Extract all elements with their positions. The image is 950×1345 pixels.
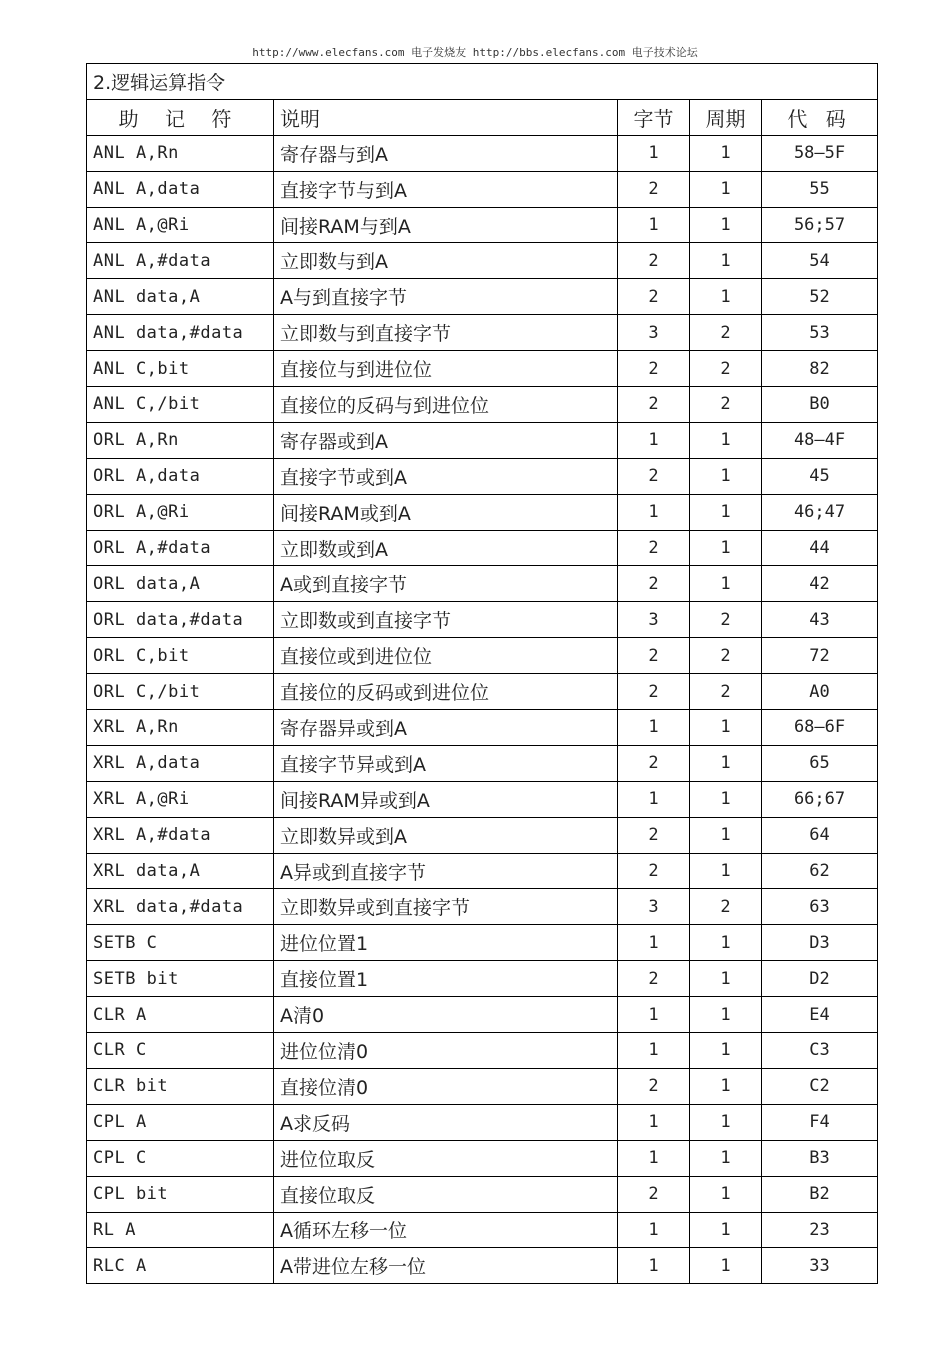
section-title-row bbox=[87, 64, 878, 100]
cycles-cell: 1 bbox=[690, 1068, 762, 1104]
cycles-cell: 1 bbox=[690, 1248, 762, 1284]
cycles-cell: 2 bbox=[690, 351, 762, 387]
description-cell: 立即数异或到A bbox=[274, 817, 618, 853]
description-cell: 寄存器或到A bbox=[274, 422, 618, 458]
cycles-cell: 2 bbox=[690, 638, 762, 674]
cycles-cell: 1 bbox=[690, 566, 762, 602]
bytes-cell: 2 bbox=[618, 745, 690, 781]
cycles-cell: 2 bbox=[690, 602, 762, 638]
description-cell: 直接位的反码与到进位位 bbox=[274, 387, 618, 423]
table-row bbox=[87, 602, 878, 638]
cycles-cell: 2 bbox=[690, 387, 762, 423]
bytes-cell: 1 bbox=[618, 135, 690, 171]
bytes-cell: 2 bbox=[618, 961, 690, 997]
description-cell: 寄存器与到A bbox=[274, 135, 618, 171]
code-cell: D2 bbox=[762, 961, 878, 997]
code-cell: A0 bbox=[762, 674, 878, 710]
table-row bbox=[87, 171, 878, 207]
cycles-cell: 2 bbox=[690, 674, 762, 710]
code-cell: B2 bbox=[762, 1176, 878, 1212]
cycles-cell: 1 bbox=[690, 135, 762, 171]
cycles-cell: 1 bbox=[690, 494, 762, 530]
bytes-cell: 1 bbox=[618, 1104, 690, 1140]
bytes-cell: 2 bbox=[618, 530, 690, 566]
description-cell: 寄存器异或到A bbox=[274, 710, 618, 746]
mnemonic-cell: CLR A bbox=[87, 997, 274, 1033]
mnemonic-cell: XRL A,#data bbox=[87, 817, 274, 853]
description-cell: 直接字节与到A bbox=[274, 171, 618, 207]
mnemonic-cell: ANL data,#data bbox=[87, 315, 274, 351]
mnemonic-cell: ANL C,/bit bbox=[87, 387, 274, 423]
mnemonic-cell: ANL data,A bbox=[87, 279, 274, 315]
bytes-cell: 2 bbox=[618, 387, 690, 423]
code-cell: 42 bbox=[762, 566, 878, 602]
mnemonic-cell: SETB bit bbox=[87, 961, 274, 997]
bytes-cell: 1 bbox=[618, 207, 690, 243]
mnemonic-cell: SETB C bbox=[87, 925, 274, 961]
description-cell: A带进位左移一位 bbox=[274, 1248, 618, 1284]
cycles-cell: 1 bbox=[690, 279, 762, 315]
bytes-cell: 2 bbox=[618, 817, 690, 853]
code-cell: 44 bbox=[762, 530, 878, 566]
column-header-cycles: 周期 bbox=[690, 99, 762, 135]
mnemonic-cell: ANL A,@Ri bbox=[87, 207, 274, 243]
bytes-cell: 3 bbox=[618, 889, 690, 925]
description-cell: A求反码 bbox=[274, 1104, 618, 1140]
bytes-cell: 2 bbox=[618, 171, 690, 207]
mnemonic-cell: CPL bit bbox=[87, 1176, 274, 1212]
section-title: 2.逻辑运算指令 bbox=[87, 64, 878, 100]
cycles-cell: 2 bbox=[690, 889, 762, 925]
bytes-cell: 2 bbox=[618, 674, 690, 710]
cycles-cell: 1 bbox=[690, 207, 762, 243]
cycles-cell: 1 bbox=[690, 458, 762, 494]
description-cell: 间接RAM与到A bbox=[274, 207, 618, 243]
description-cell: 直接位取反 bbox=[274, 1176, 618, 1212]
mnemonic-cell: XRL data,A bbox=[87, 853, 274, 889]
bytes-cell: 1 bbox=[618, 781, 690, 817]
bytes-cell: 1 bbox=[618, 997, 690, 1033]
code-cell: B0 bbox=[762, 387, 878, 423]
description-cell: 直接位清0 bbox=[274, 1068, 618, 1104]
code-cell: 23 bbox=[762, 1212, 878, 1248]
description-cell: A循环左移一位 bbox=[274, 1212, 618, 1248]
code-cell: 72 bbox=[762, 638, 878, 674]
mnemonic-cell: ORL A,@Ri bbox=[87, 494, 274, 530]
code-cell: 43 bbox=[762, 602, 878, 638]
bytes-cell: 1 bbox=[618, 494, 690, 530]
bytes-cell: 1 bbox=[618, 925, 690, 961]
mnemonic-cell: CLR C bbox=[87, 1033, 274, 1069]
bytes-cell: 2 bbox=[618, 1176, 690, 1212]
description-cell: 立即数与到直接字节 bbox=[274, 315, 618, 351]
table-row bbox=[87, 207, 878, 243]
mnemonic-cell: ORL A,Rn bbox=[87, 422, 274, 458]
code-cell: 68—6F bbox=[762, 710, 878, 746]
table-row bbox=[87, 387, 878, 423]
code-cell: 62 bbox=[762, 853, 878, 889]
code-cell: 54 bbox=[762, 243, 878, 279]
mnemonic-cell: CPL C bbox=[87, 1140, 274, 1176]
table-row bbox=[87, 530, 878, 566]
table-row bbox=[87, 1140, 878, 1176]
mnemonic-cell: ORL data,A bbox=[87, 566, 274, 602]
table-row bbox=[87, 135, 878, 171]
cycles-cell: 1 bbox=[690, 1104, 762, 1140]
code-cell: 63 bbox=[762, 889, 878, 925]
cycles-cell: 1 bbox=[690, 925, 762, 961]
table-row bbox=[87, 1248, 878, 1284]
table-row bbox=[87, 925, 878, 961]
bytes-cell: 1 bbox=[618, 422, 690, 458]
mnemonic-cell: XRL A,data bbox=[87, 745, 274, 781]
mnemonic-cell: CLR bit bbox=[87, 1068, 274, 1104]
code-cell: 48—4F bbox=[762, 422, 878, 458]
cycles-cell: 1 bbox=[690, 1033, 762, 1069]
bytes-cell: 2 bbox=[618, 638, 690, 674]
mnemonic-cell: XRL A,@Ri bbox=[87, 781, 274, 817]
bytes-cell: 2 bbox=[618, 243, 690, 279]
code-cell: 82 bbox=[762, 351, 878, 387]
table-row bbox=[87, 997, 878, 1033]
code-cell: E4 bbox=[762, 997, 878, 1033]
logic-instruction-table bbox=[86, 63, 878, 1284]
table-row bbox=[87, 1068, 878, 1104]
bytes-cell: 2 bbox=[618, 1068, 690, 1104]
table-row bbox=[87, 853, 878, 889]
table-row bbox=[87, 1176, 878, 1212]
code-cell: 58—5F bbox=[762, 135, 878, 171]
table-row bbox=[87, 638, 878, 674]
table-row bbox=[87, 710, 878, 746]
cycles-cell: 1 bbox=[690, 171, 762, 207]
description-cell: 立即数异或到直接字节 bbox=[274, 889, 618, 925]
code-cell: 64 bbox=[762, 817, 878, 853]
table-row bbox=[87, 1212, 878, 1248]
bytes-cell: 1 bbox=[618, 1212, 690, 1248]
mnemonic-cell: ORL data,#data bbox=[87, 602, 274, 638]
mnemonic-cell: ANL A,#data bbox=[87, 243, 274, 279]
cycles-cell: 1 bbox=[690, 710, 762, 746]
table-row bbox=[87, 961, 878, 997]
code-cell: 66;67 bbox=[762, 781, 878, 817]
description-cell: 直接位的反码或到进位位 bbox=[274, 674, 618, 710]
bytes-cell: 2 bbox=[618, 351, 690, 387]
cycles-cell: 1 bbox=[690, 530, 762, 566]
table-row bbox=[87, 781, 878, 817]
description-cell: 间接RAM异或到A bbox=[274, 781, 618, 817]
code-cell: B3 bbox=[762, 1140, 878, 1176]
column-header-description: 说明 bbox=[274, 99, 618, 135]
cycles-cell: 1 bbox=[690, 997, 762, 1033]
table-row bbox=[87, 422, 878, 458]
description-cell: 直接字节异或到A bbox=[274, 745, 618, 781]
code-cell: 53 bbox=[762, 315, 878, 351]
bytes-cell: 1 bbox=[618, 710, 690, 746]
bytes-cell: 1 bbox=[618, 1248, 690, 1284]
description-cell: 进位位取反 bbox=[274, 1140, 618, 1176]
description-cell: A与到直接字节 bbox=[274, 279, 618, 315]
description-cell: 立即数或到直接字节 bbox=[274, 602, 618, 638]
code-cell: 65 bbox=[762, 745, 878, 781]
bytes-cell: 1 bbox=[618, 1140, 690, 1176]
code-cell: D3 bbox=[762, 925, 878, 961]
description-cell: 立即数与到A bbox=[274, 243, 618, 279]
table-row bbox=[87, 351, 878, 387]
mnemonic-cell: CPL A bbox=[87, 1104, 274, 1140]
mnemonic-cell: XRL A,Rn bbox=[87, 710, 274, 746]
mnemonic-cell: RL A bbox=[87, 1212, 274, 1248]
mnemonic-cell: XRL data,#data bbox=[87, 889, 274, 925]
mnemonic-cell: ANL A,Rn bbox=[87, 135, 274, 171]
description-cell: 直接位或到进位位 bbox=[274, 638, 618, 674]
table-row bbox=[87, 889, 878, 925]
bytes-cell: 2 bbox=[618, 458, 690, 494]
cycles-cell: 1 bbox=[690, 853, 762, 889]
cycles-cell: 1 bbox=[690, 422, 762, 458]
page-header-source: http://www.elecfans.com 电子发烧友 http://bbs.elecfans.com 电子技术论坛 bbox=[252, 46, 698, 59]
column-header-code: 代 码 bbox=[762, 99, 878, 135]
mnemonic-cell: ORL C,bit bbox=[87, 638, 274, 674]
table-body bbox=[87, 64, 878, 1284]
mnemonic-cell: ORL A,data bbox=[87, 458, 274, 494]
cycles-cell: 1 bbox=[690, 961, 762, 997]
table-row bbox=[87, 817, 878, 853]
cycles-cell: 1 bbox=[690, 243, 762, 279]
column-header-row bbox=[87, 99, 878, 135]
description-cell: A清0 bbox=[274, 997, 618, 1033]
table-row bbox=[87, 745, 878, 781]
description-cell: 进位位置1 bbox=[274, 925, 618, 961]
description-cell: A异或到直接字节 bbox=[274, 853, 618, 889]
table-row bbox=[87, 243, 878, 279]
table-row bbox=[87, 1104, 878, 1140]
cycles-cell: 1 bbox=[690, 1176, 762, 1212]
table-row bbox=[87, 674, 878, 710]
description-cell: 直接字节或到A bbox=[274, 458, 618, 494]
mnemonic-cell: RLC A bbox=[87, 1248, 274, 1284]
code-cell: 52 bbox=[762, 279, 878, 315]
table-row bbox=[87, 566, 878, 602]
description-cell: 间接RAM或到A bbox=[274, 494, 618, 530]
bytes-cell: 2 bbox=[618, 566, 690, 602]
code-cell: F4 bbox=[762, 1104, 878, 1140]
table-row bbox=[87, 494, 878, 530]
table-row bbox=[87, 279, 878, 315]
cycles-cell: 1 bbox=[690, 781, 762, 817]
bytes-cell: 3 bbox=[618, 602, 690, 638]
description-cell: 直接位与到进位位 bbox=[274, 351, 618, 387]
mnemonic-cell: ORL A,#data bbox=[87, 530, 274, 566]
column-header-mnemonic: 助 记 符 bbox=[87, 99, 274, 135]
cycles-cell: 1 bbox=[690, 745, 762, 781]
bytes-cell: 1 bbox=[618, 1033, 690, 1069]
description-cell: A或到直接字节 bbox=[274, 566, 618, 602]
mnemonic-cell: ANL C,bit bbox=[87, 351, 274, 387]
code-cell: C3 bbox=[762, 1033, 878, 1069]
description-cell: 进位位清0 bbox=[274, 1033, 618, 1069]
mnemonic-cell: ANL A,data bbox=[87, 171, 274, 207]
cycles-cell: 1 bbox=[690, 1212, 762, 1248]
bytes-cell: 2 bbox=[618, 853, 690, 889]
description-cell: 立即数或到A bbox=[274, 530, 618, 566]
table-row bbox=[87, 315, 878, 351]
code-cell: 56;57 bbox=[762, 207, 878, 243]
code-cell: 45 bbox=[762, 458, 878, 494]
bytes-cell: 3 bbox=[618, 315, 690, 351]
code-cell: 33 bbox=[762, 1248, 878, 1284]
cycles-cell: 1 bbox=[690, 817, 762, 853]
mnemonic-cell: ORL C,/bit bbox=[87, 674, 274, 710]
code-cell: C2 bbox=[762, 1068, 878, 1104]
code-cell: 55 bbox=[762, 171, 878, 207]
cycles-cell: 1 bbox=[690, 1140, 762, 1176]
table-row bbox=[87, 458, 878, 494]
bytes-cell: 2 bbox=[618, 279, 690, 315]
cycles-cell: 2 bbox=[690, 315, 762, 351]
code-cell: 46;47 bbox=[762, 494, 878, 530]
description-cell: 直接位置1 bbox=[274, 961, 618, 997]
column-header-bytes: 字节 bbox=[618, 99, 690, 135]
table-row bbox=[87, 1033, 878, 1069]
